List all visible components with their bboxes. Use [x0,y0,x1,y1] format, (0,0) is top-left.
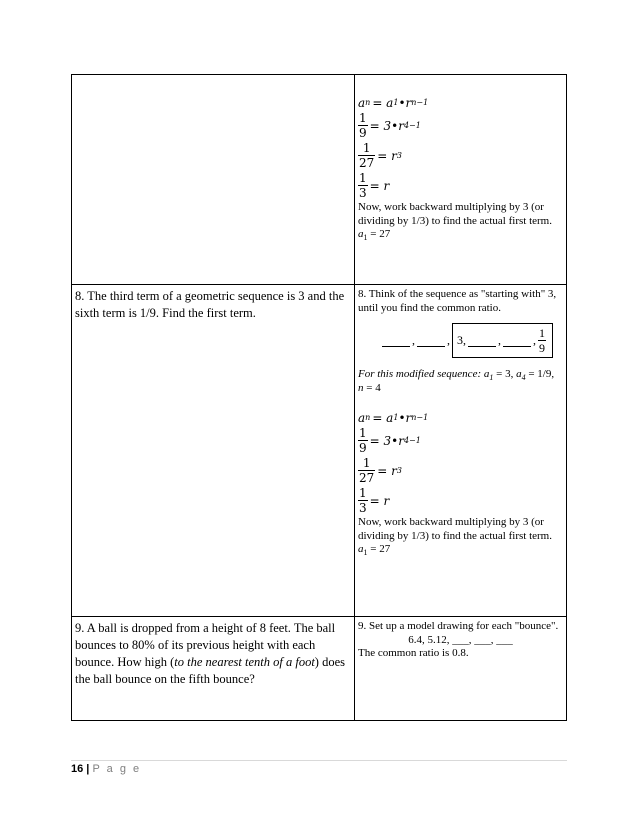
equation-line: $\frac{1}{9}$ = 3•r 4−1 [359,111,421,140]
page-label: P a g e [92,763,142,775]
row3-solution-cell [355,617,567,721]
row3-question-cell [72,617,355,721]
equation-line: $\frac{1}{27}$ = r 3 [359,456,402,485]
page-footer: 16 | P a g e [71,760,567,775]
equation-line: $\frac{1}{3}$ = r [359,171,390,200]
row2-question-cell [72,285,355,617]
solution-note: Now, work backward multiplying by 3 (or dividing by 1/3) to find the actual first term. [358,516,552,542]
blank [417,334,445,347]
formula-line: a n = a 1 •r n−1 [358,96,429,110]
blank [382,334,410,347]
page-number: 16 [71,763,84,775]
solution-note: Now, work backward multiplying by 3 (or dividing by 1/3) to find the actual first term. [358,201,552,227]
solution-answer: $a_1 = 27$ [358,228,391,243]
question-8: 8. The third term of a geometric sequence is 3 and the sixth term is 1/9. Find the first term. [75,289,345,320]
solution-intro: 9. Set up a model drawing for each "bounce". [358,620,559,632]
solution-intro: 8. Think of the sequence as "starting with" 3, until you find the common ratio. [358,288,557,314]
question-9: 9. A ball is dropped from a height of 8 feet. The ball bounces to 80% of its previous height with each bounce. How high (to the nearest tenth of a foot) does the ball bounce on the fifth bounce? [75,621,345,686]
row2-solution-cell [355,285,567,617]
sequence-model: , , 3, , , $\frac{1}{9}$ [358,323,553,358]
solution-answer: $a_1 = 27$ [358,543,391,558]
bounce-sequence: 6.4, 5.12, ___, ___, ___ [408,633,513,646]
equation-line: $\frac{1}{27}$ = r 3 [359,141,402,170]
equation-line: $\frac{1}{3}$ = r [359,486,390,515]
modified-sequence: For this modified sequence: $a_1 = 3$, $a_4 = 1/9$, n = 4 [358,368,555,394]
worksheet-table [71,74,567,721]
row1-solution-cell [355,75,567,285]
common-ratio: The common ratio is 0.8. [358,647,469,659]
formula-line: a n = a 1 •r n−1 [358,411,429,425]
sequence-box: 3, , , $\frac{1}{9}$ [452,323,553,358]
row1-question-cell [72,75,355,285]
equation-line: $\frac{1}{9}$ = 3•r 4−1 [359,426,421,455]
